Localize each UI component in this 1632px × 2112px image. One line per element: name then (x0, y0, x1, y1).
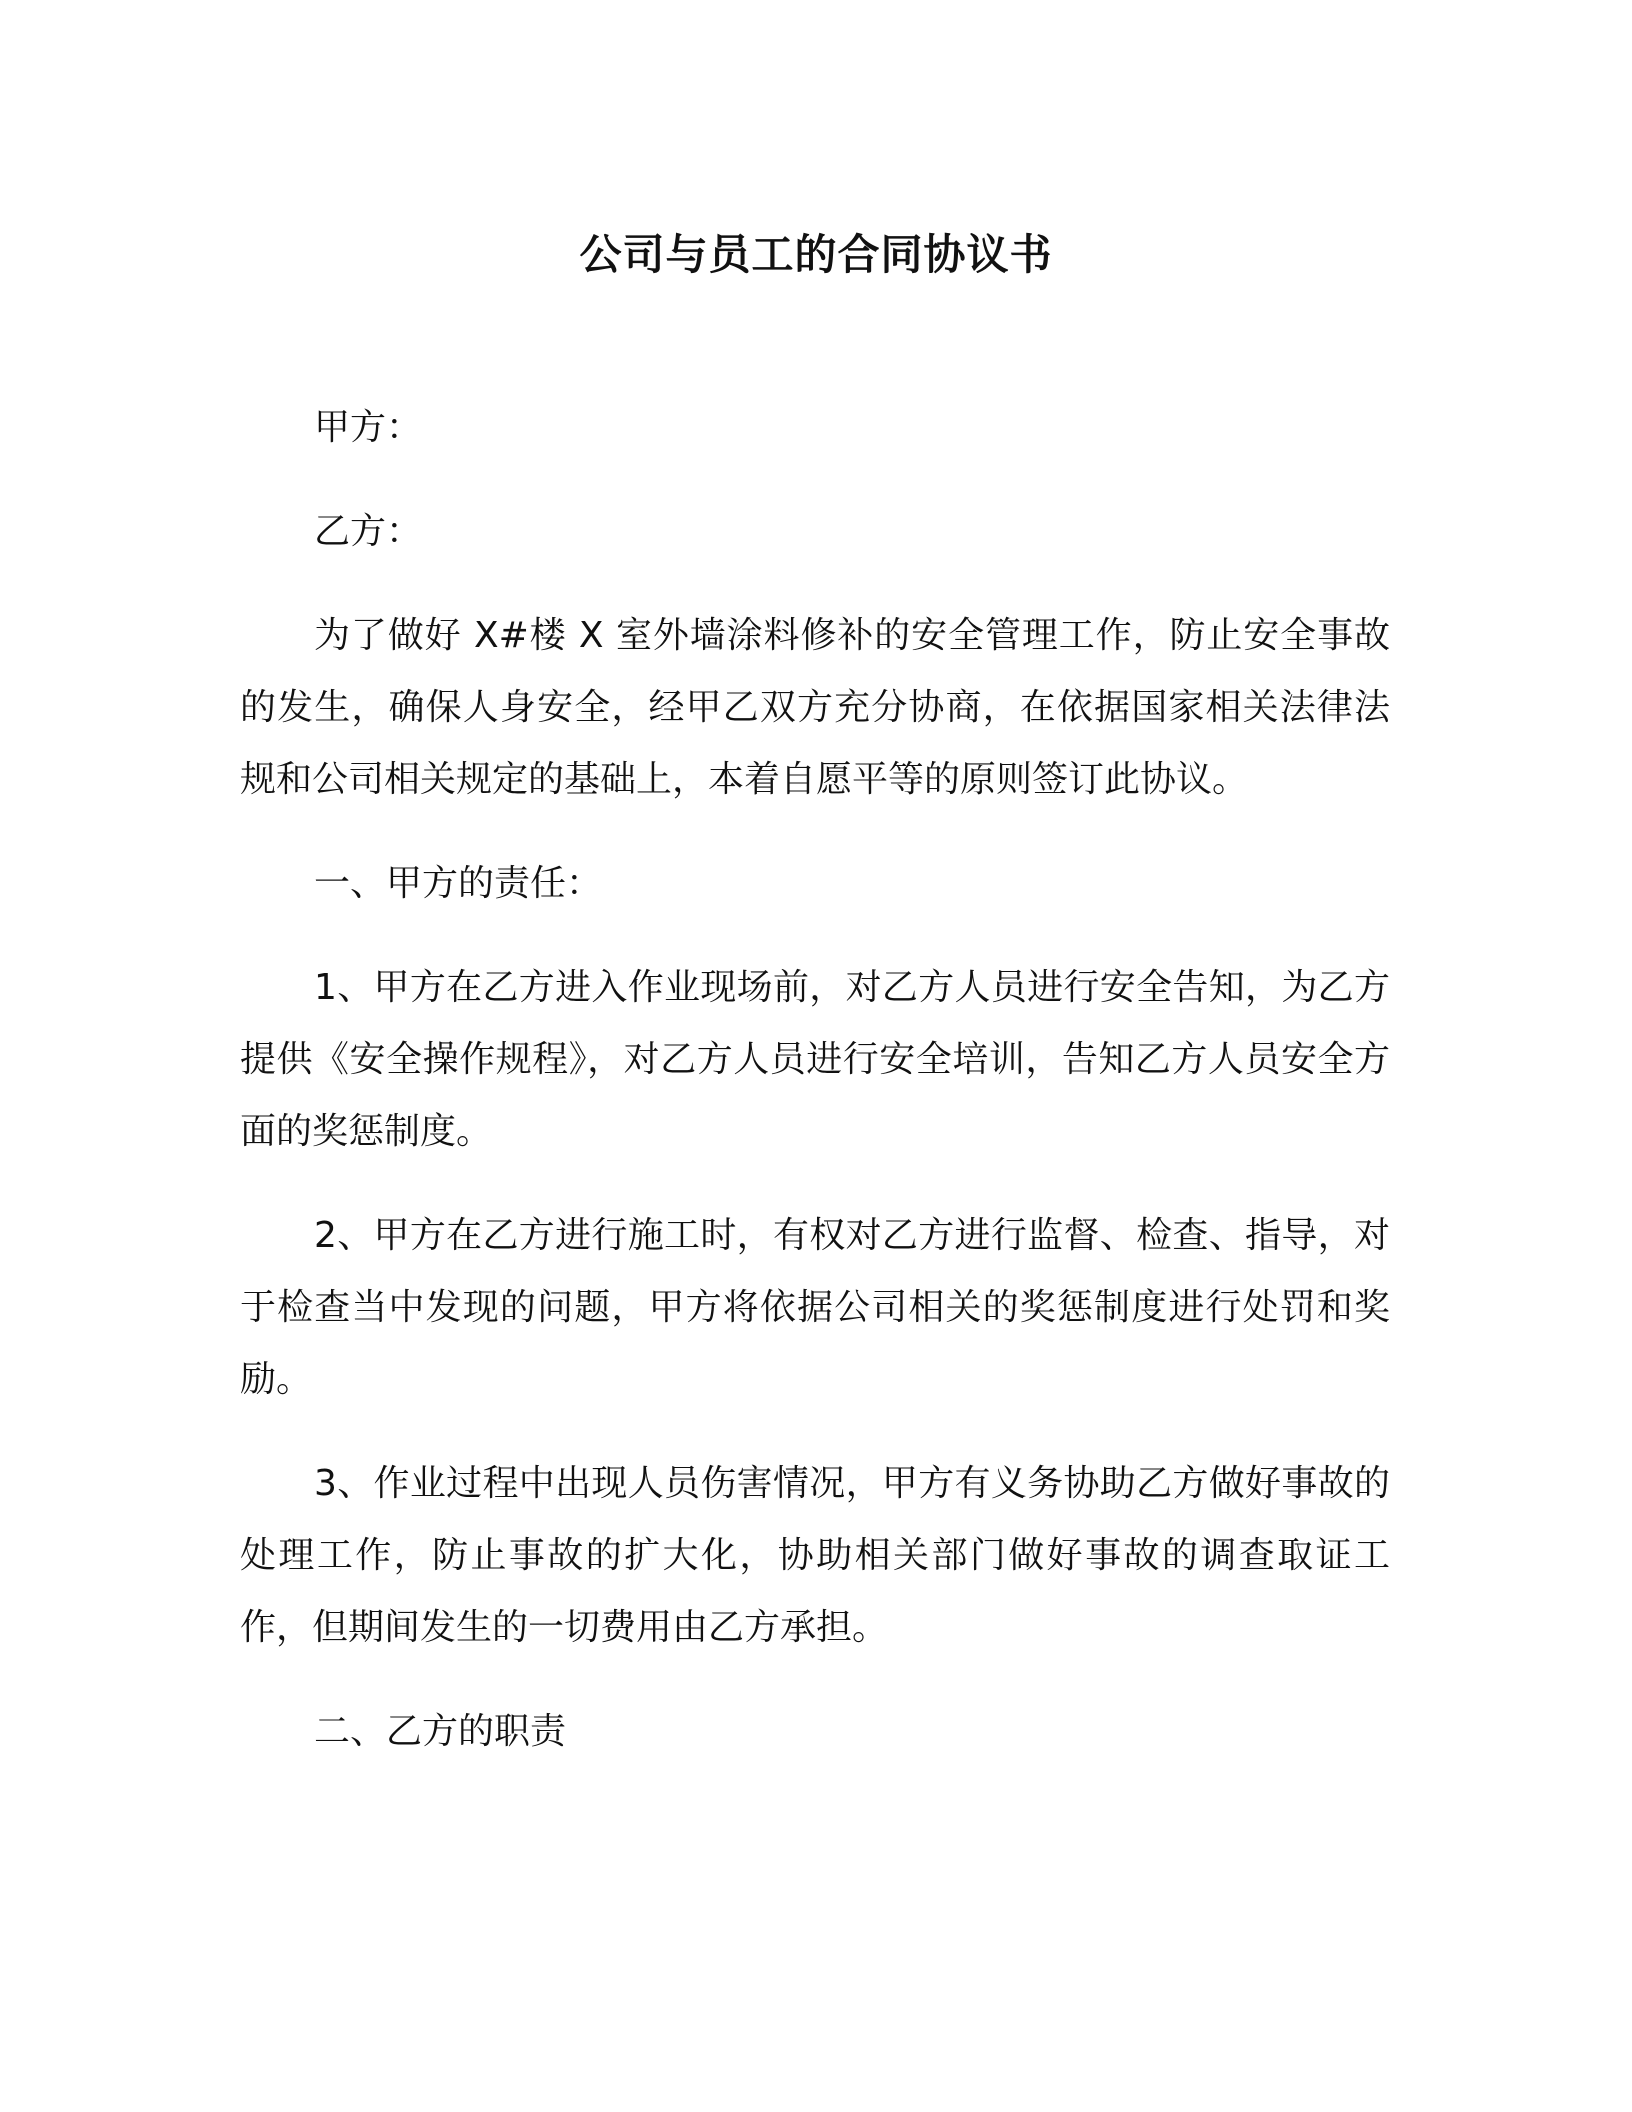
intro-paragraph: 为了做好 X#楼 X 室外墙涂料修补的安全管理工作，防止安全事故的发生，确保人身安全，经甲乙双方充分协商，在依据国家相关法律法规和公司相关规定的基础上，本着自愿平等的原则签订此协议。 (240, 615, 1390, 800)
section-1-item: 3、作业过程中出现人员伤害情况，甲方有义务协助乙方做好事故的处理工作，防止事故的扩大化，协助相关部门做好事故的调查取证工作，但期间发生的一切费用由乙方承担。 (240, 1463, 1390, 1648)
section-1-heading: 一、甲方的责任： (314, 863, 603, 904)
party-b-label: 乙方： (314, 511, 423, 552)
section-1-item: 2、甲方在乙方进行施工时，有权对乙方进行监督、检查、指导，对于检查当中发现的问题，甲方将依据公司相关的奖惩制度进行处罚和奖励。 (240, 1215, 1390, 1400)
section-1-item: 1、甲方在乙方进入作业现场前，对乙方人员进行安全告知，为乙方提供《安全操作规程》，对乙方人员进行安全培训，告知乙方人员安全方面的奖惩制度。 (240, 967, 1390, 1152)
party-a-label: 甲方： (314, 407, 423, 448)
document-body (240, 392, 1390, 1800)
document-title: 公司与员工的合同协议书 (579, 230, 1053, 279)
section-2-heading: 二、乙方的职责 (314, 1711, 567, 1752)
